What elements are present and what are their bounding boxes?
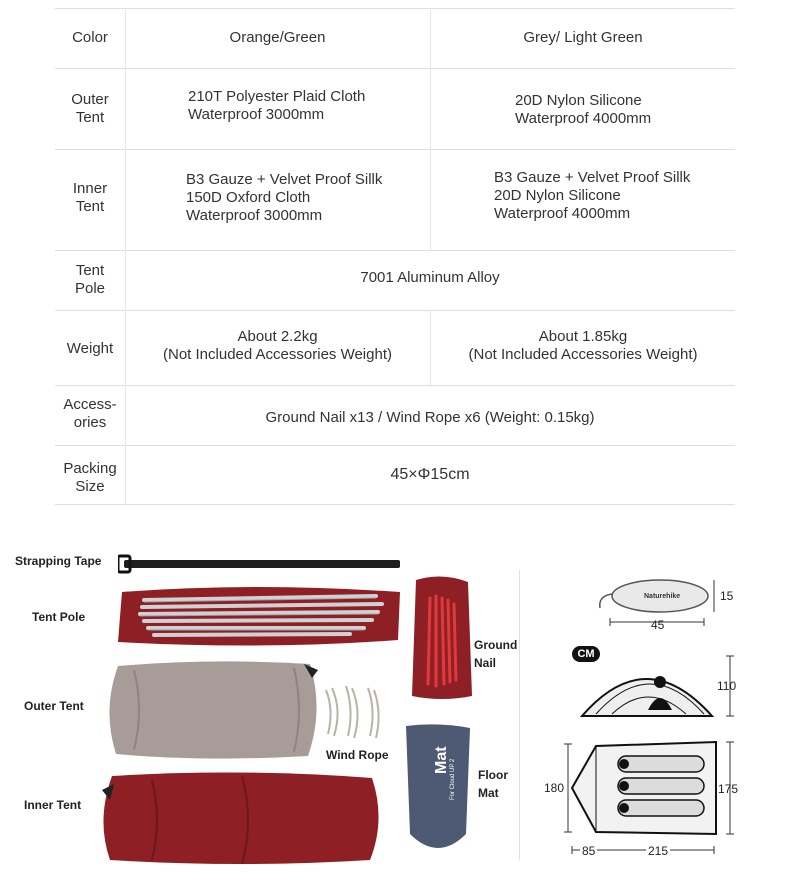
brand-print: Naturehike [644, 593, 681, 600]
table-rule [55, 250, 735, 251]
inner-tent-col1: B3 Gauze + Velvet Proof Sillk 150D Oxford Cloth Waterproof 3000mm [186, 171, 383, 224]
color-col1: Orange/Green [229, 29, 326, 46]
outer-tent-col1: 210T Polyester Plaid Cloth Waterproof 3000mm [188, 88, 366, 123]
weight-col1: About 2.2kg (Not Included Accessories Weight) [163, 328, 392, 363]
label-strapping-tape: Strapping Tape [15, 554, 102, 568]
color-col2: Grey/ Light Green [523, 29, 643, 46]
inner-tent-col2: B3 Gauze + Velvet Proof Sillk 20D Nylon Silicone Waterproof 4000mm [494, 169, 691, 222]
tent-side-diagram [576, 650, 736, 722]
row-label-weight: Weight [66, 340, 114, 357]
dim-floor-left: 180 [544, 781, 565, 795]
packing-size-value: 45×Φ15cm [390, 466, 470, 483]
table-rule [55, 504, 735, 505]
outer-tent-col2: 20D Nylon Silicone Waterproof 4000mm [515, 92, 652, 127]
label-floor-mat: Floor Mat [478, 768, 508, 800]
table-divider [125, 8, 126, 505]
label-outer-tent: Outer Tent [24, 699, 84, 713]
dim-tent-height: 110 [717, 679, 737, 693]
dim-floor-length: 215 [648, 844, 669, 858]
inner-tent-photo [92, 770, 384, 868]
tent-pole-value: 7001 Aluminum Alloy [360, 269, 500, 286]
label-ground-nail: Ground Nail [474, 638, 518, 670]
tent-pole-photo [114, 582, 404, 650]
accessories-value: Ground Nail x13 / Wind Rope x6 (Weight: 0.15kg) [265, 409, 595, 426]
mat-subtitle: For Cloud UP 2 [450, 758, 456, 800]
label-inner-tent: Inner Tent [24, 798, 82, 812]
parts-illustration [0, 520, 790, 882]
outer-tent-photo [104, 660, 326, 760]
table-rule [55, 149, 735, 150]
mat-print: Mat [433, 746, 450, 774]
table-rule [55, 8, 735, 9]
row-label-inner-tent: Inner Tent [72, 180, 108, 215]
strapping-tape-photo [118, 554, 402, 574]
section-divider [519, 570, 520, 860]
table-rule [55, 385, 735, 386]
dim-bag-height: 15 [720, 589, 734, 603]
dim-vestibule: 85 [582, 844, 596, 858]
label-tent-pole: Tent Pole [32, 610, 86, 624]
row-label-accessories: Access- ories [63, 396, 117, 431]
floor-mat-photo [400, 722, 476, 858]
label-wind-rope: Wind Rope [326, 748, 389, 762]
unit-badge: CM [572, 646, 600, 662]
table-rule [55, 68, 735, 69]
row-label-packing-size: Packing Size [63, 460, 117, 495]
ground-nail-photo [408, 574, 476, 704]
dim-floor-right: 175 [718, 782, 739, 796]
table-rule [55, 310, 735, 311]
row-label-tent-pole: Tent Pole [74, 262, 106, 297]
dim-bag-length: 45 [651, 618, 665, 632]
row-label-color: Color [72, 29, 108, 46]
wind-rope-photo [320, 680, 386, 742]
table-rule [55, 445, 735, 446]
weight-col2: About 1.85kg (Not Included Accessories Weight) [468, 328, 698, 363]
row-label-outer-tent: Outer Tent [71, 91, 109, 126]
spec-table [55, 8, 735, 505]
